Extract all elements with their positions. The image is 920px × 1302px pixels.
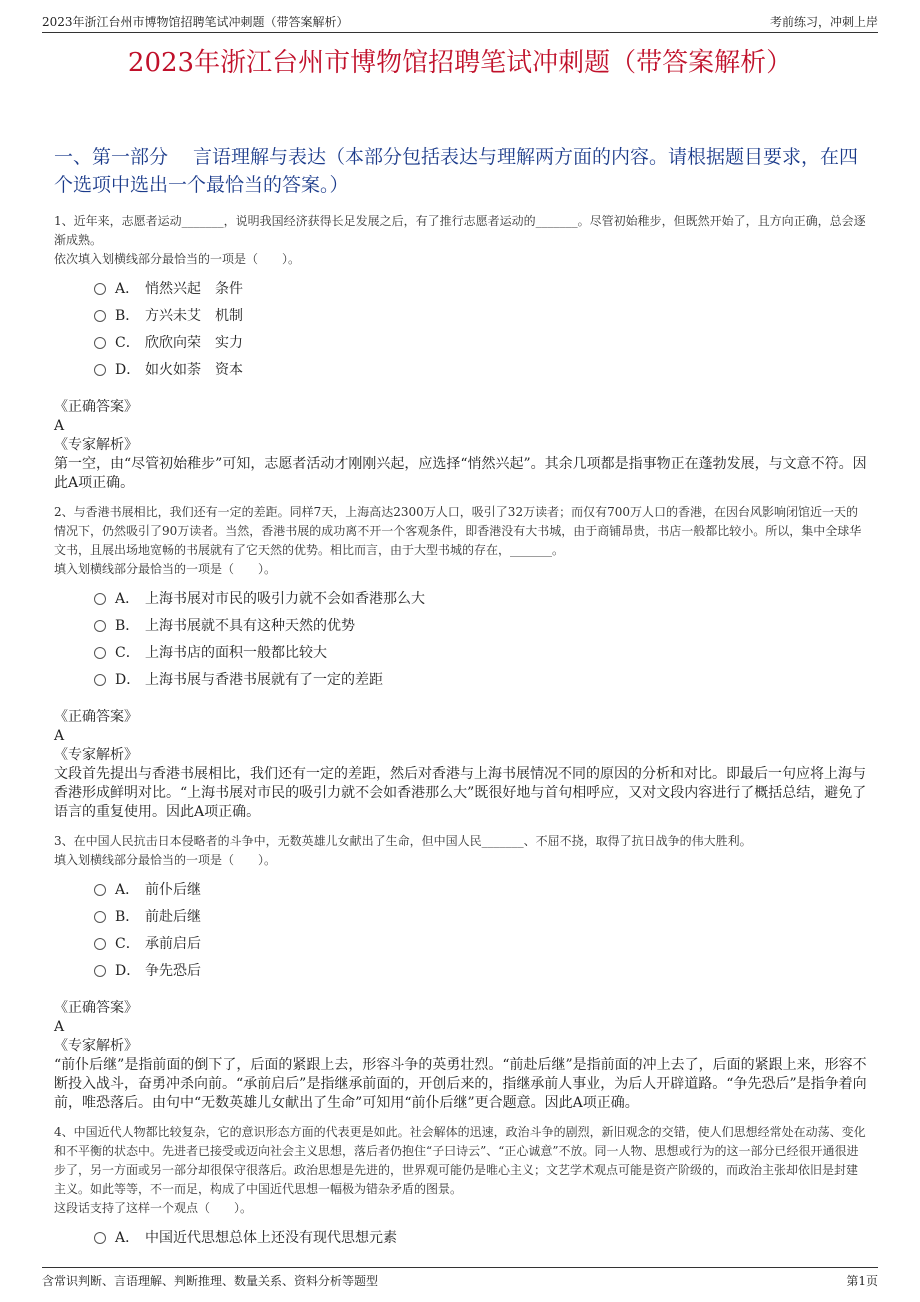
section-heading: 一、第一部分 言语理解与表达（本部分包括表达与理解两方面的内容。请根据题目要求，在四个选项中选出一个最恰当的答案。）	[54, 146, 859, 196]
page-title: 2023年浙江台州市博物馆招聘笔试冲刺题（带答案解析）	[127, 48, 793, 78]
explanation: “前仆后继”是指前面的倒下了，后面的紧跟上去，形容斗争的英勇壮烈。“前赴后继”是指前面的冲上去了，后面的紧跟上来，形容不断投入战斗，奋勇冲杀向前。“承前启后”是指继承前面的，开创后来的，指继承前人事业，为后人开辟道路。“争先恐后”是指争着向前，唯恐落后。由句中“无数英雄儿女献出了生命”可知用“前仆后继”更合题意。因此A项正确。	[54, 1057, 867, 1111]
expert-label: 《专家解析》	[54, 747, 138, 763]
option-text: 欣欣向荣 实力	[145, 334, 243, 351]
footer-divider	[42, 1267, 878, 1268]
option-list	[54, 274, 868, 382]
question-3	[54, 832, 868, 1113]
option-3-b[interactable]	[94, 902, 868, 929]
option-text: 中国近代思想总体上还没有现代思想元素	[145, 1229, 397, 1246]
option-letter: C．	[115, 334, 140, 351]
header-divider	[42, 32, 878, 33]
option-2-d[interactable]	[94, 665, 868, 692]
header-slogan: 考前练习，冲刺上岸	[769, 15, 878, 29]
question-prompt: 这段话支持了这样一个观点（ ）。	[54, 1201, 253, 1215]
option-text: 上海书展对市民的吸引力就不会如香港那么大	[145, 590, 425, 607]
page-header	[0, 0, 920, 34]
option-text: 前仆后继	[145, 881, 201, 898]
option-text: 上海书展与香港书展就有了一定的差距	[145, 671, 383, 688]
option-letter: A．	[115, 881, 140, 898]
expert-label: 《专家解析》	[54, 437, 138, 453]
option-letter: C．	[115, 935, 140, 952]
footer-topics: 含常识判断、言语理解、判断推理、数量关系、资料分析等题型	[42, 1274, 379, 1288]
question-4	[54, 1123, 868, 1250]
option-letter: C．	[115, 644, 140, 661]
radio-icon[interactable]	[94, 911, 106, 923]
answer-block	[54, 999, 868, 1056]
expert-label: 《专家解析》	[54, 1038, 138, 1054]
radio-icon[interactable]	[94, 620, 106, 632]
radio-icon[interactable]	[94, 938, 106, 950]
question-2	[54, 503, 868, 822]
option-2-c[interactable]	[94, 638, 868, 665]
question-list	[54, 212, 868, 1250]
option-text: 上海书展就不具有这种天然的优势	[145, 617, 355, 634]
option-text: 前赴后继	[145, 908, 201, 925]
question-stem: 3、在中国人民抗击日本侵略者的斗争中，无数英雄儿女献出了生命，但中国人民_______、不屈不挠，取得了抗日战争的伟大胜利。	[54, 834, 752, 848]
option-letter: D．	[115, 962, 141, 979]
option-1-a[interactable]	[94, 274, 868, 301]
option-4-a[interactable]	[94, 1223, 868, 1250]
footer-page-number: 第1页	[846, 1274, 878, 1288]
option-1-d[interactable]	[94, 355, 868, 382]
explanation: 文段首先提出与香港书展相比，我们还有一定的差距，然后对香港与上海书展情况不同的原因的分析和对比。即最后一句应将上海与香港形成鲜明对比。“上海书展对市民的吸引力就不会如香港那么大”既很好地与首句相呼应，又对文段内容进行了概括总结，避免了语言的重复使用。因此A项正确。	[54, 766, 867, 820]
option-letter: B．	[115, 617, 140, 634]
answer-block	[54, 708, 868, 765]
radio-icon[interactable]	[94, 884, 106, 896]
radio-icon[interactable]	[94, 647, 106, 659]
option-3-d[interactable]	[94, 956, 868, 983]
question-prompt: 填入划横线部分最恰当的一项是（ ）。	[54, 853, 277, 867]
option-letter: D．	[115, 671, 141, 688]
option-2-b[interactable]	[94, 611, 868, 638]
option-list	[54, 1223, 868, 1250]
question-prompt: 填入划横线部分最恰当的一项是（ ）。	[54, 562, 277, 576]
answer-label: 《正确答案》	[54, 1000, 138, 1016]
option-text: 上海书店的面积一般都比较大	[145, 644, 327, 661]
option-letter: A．	[115, 590, 140, 607]
question-prompt: 依次填入划横线部分最恰当的一项是（ ）。	[54, 252, 301, 266]
answer-value: A	[54, 418, 65, 434]
option-letter: B．	[115, 908, 140, 925]
option-text: 如火如荼 资本	[145, 361, 243, 378]
option-list	[54, 875, 868, 983]
option-letter: B．	[115, 307, 140, 324]
option-2-a[interactable]	[94, 584, 868, 611]
answer-value: A	[54, 1019, 65, 1035]
header-doc-title: 2023年浙江台州市博物馆招聘笔试冲刺题（带答案解析）	[42, 15, 349, 29]
question-stem: 1、近年来，志愿者运动_______，说明我国经济获得长足发展之后，有了推行志愿者运动的_______。尽管初始稚步，但既然开始了，且方向正确，总会逐渐成熟。	[54, 214, 866, 247]
option-3-a[interactable]	[94, 875, 868, 902]
explanation: 第一空，由“尽管初始稚步”可知，志愿者活动才刚刚兴起，应选择“悄然兴起”。其余几项都是指事物正在蓬勃发展，与文意不符。因此A项正确。	[54, 456, 867, 491]
answer-label: 《正确答案》	[54, 709, 138, 725]
question-stem: 4、中国近代人物都比较复杂，它的意识形态方面的代表更是如此。社会解体的迅速，政治斗争的剧烈，新旧观念的交错，使人们思想经常处在动荡、变化和不平衡的状态中。先进者已接受或迈向社会主义思想，落后者仍抱住“子曰诗云”、“正心诚意”不放。同一人物、思想或行为的这一部分已经很开通很进步了，另一方面或另一部分却很保守很落后。政治思想是先进的，世界观可能仍是唯心主义；文艺学术观点可能是资产阶级的，而政治主张却依旧是封建主义。如此等等，不一而足，构成了中国近代思想一幅极为错杂矛盾的图景。	[54, 1125, 866, 1196]
answer-value: A	[54, 728, 65, 744]
option-3-c[interactable]	[94, 929, 868, 956]
radio-icon[interactable]	[94, 965, 106, 977]
option-text: 悄然兴起 条件	[145, 280, 243, 297]
option-text: 承前启后	[145, 935, 201, 952]
radio-icon[interactable]	[94, 1232, 106, 1244]
radio-icon[interactable]	[94, 593, 106, 605]
radio-icon[interactable]	[94, 283, 106, 295]
question-1	[54, 212, 868, 493]
radio-icon[interactable]	[94, 364, 106, 376]
option-letter: D．	[115, 361, 141, 378]
answer-block	[54, 398, 868, 455]
question-stem: 2、与香港书展相比，我们还有一定的差距。同样7天，上海高达2300万人口，吸引了32万读者；而仅有700万人口的香港，在因台风影响闭馆近一天的情况下，仍然吸引了90万读者。当然，香港书展的成功离不开一个客观条件，即香港没有大书城，由于商铺昂贵，书店一般都比较小。所以，集中全球华文书，且展出场地宽畅的书展就有了它天然的优势。相比而言，由于大型书城的存在，_______。	[54, 505, 862, 557]
option-letter: A．	[115, 280, 140, 297]
option-list	[54, 584, 868, 692]
radio-icon[interactable]	[94, 337, 106, 349]
option-text: 争先恐后	[145, 962, 201, 979]
option-1-b[interactable]	[94, 301, 868, 328]
option-1-c[interactable]	[94, 328, 868, 355]
option-letter: A．	[115, 1229, 140, 1246]
option-text: 方兴未艾 机制	[145, 307, 243, 324]
radio-icon[interactable]	[94, 310, 106, 322]
answer-label: 《正确答案》	[54, 399, 138, 415]
radio-icon[interactable]	[94, 674, 106, 686]
